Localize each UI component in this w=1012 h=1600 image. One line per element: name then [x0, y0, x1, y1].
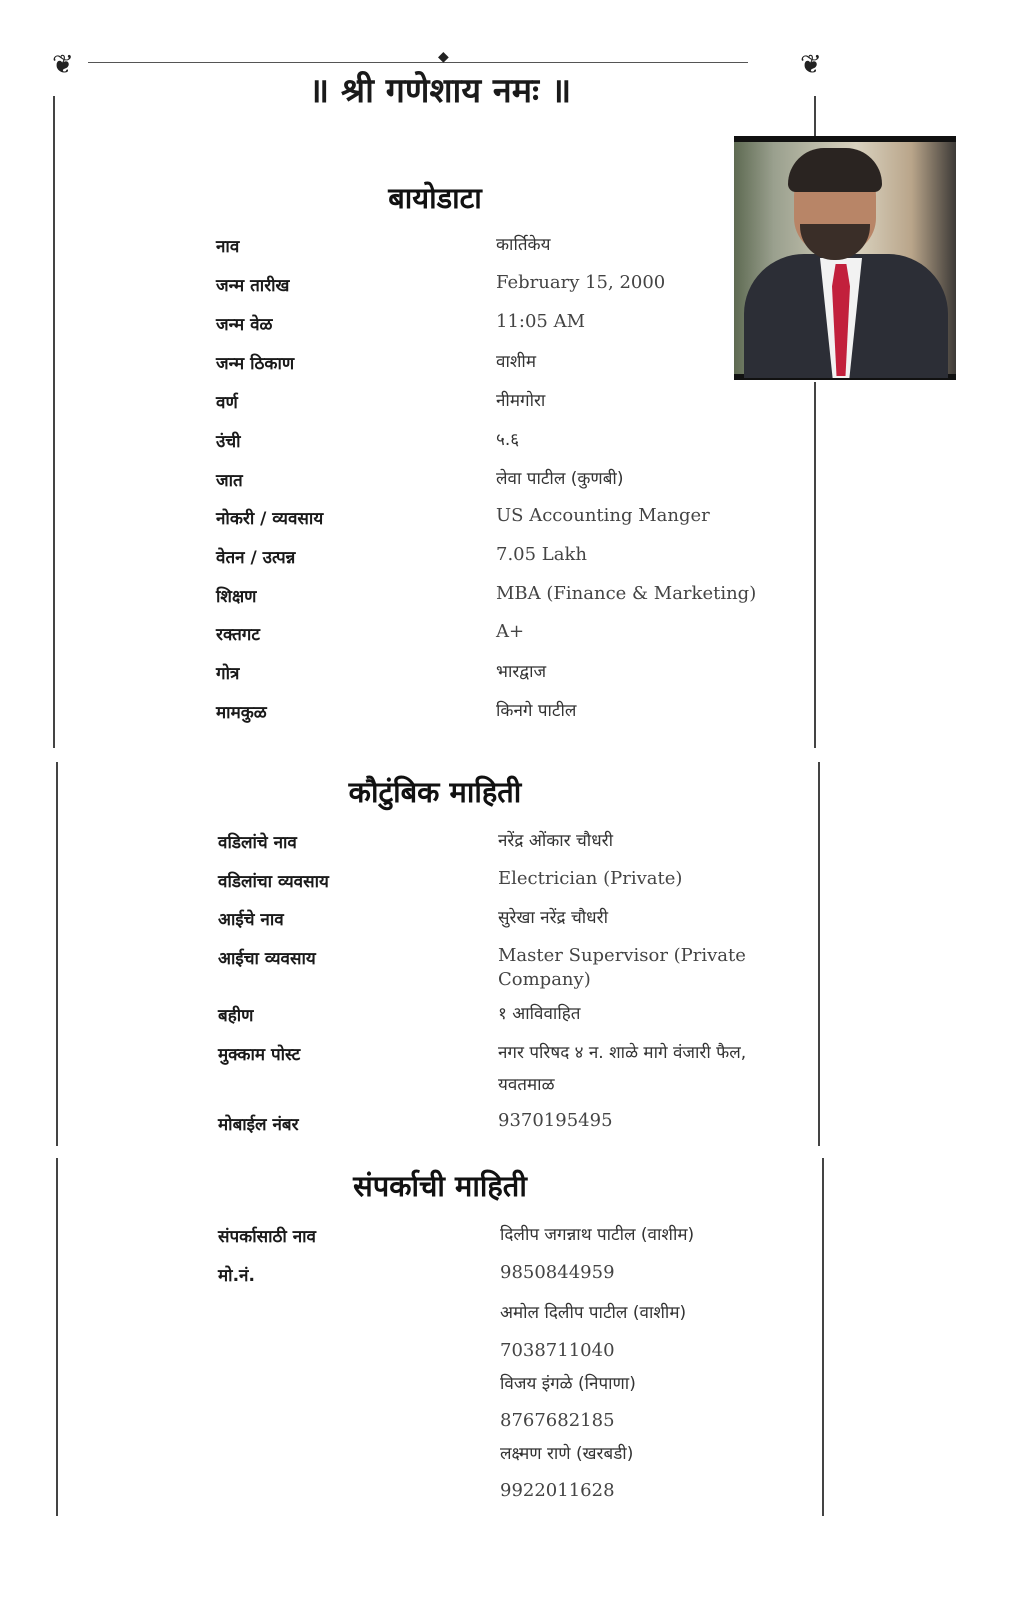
top-diamond-icon: ◆	[438, 49, 449, 65]
biodata-value-caste: लेवा पाटील (कुणबी)	[496, 469, 624, 489]
frame-left-border-contact	[56, 1158, 58, 1516]
contact-entry-name: विजय इंगळे (निपाणा)	[500, 1374, 636, 1394]
biodata-title: बायोडाटा	[388, 181, 482, 215]
frame-right-border-family	[818, 762, 820, 1146]
biodata-value-education: MBA (Finance & Marketing)	[496, 583, 757, 604]
frame-right-border	[814, 382, 816, 748]
contact-label-phone: मो.नं.	[218, 1266, 255, 1286]
biodata-value-gotra: भारद्वाज	[496, 662, 547, 682]
family-label-father-occupation: वडिलांचा व्यवसाय	[218, 872, 329, 892]
profile-photo	[734, 136, 956, 380]
contact-entry-phone: 8767682185	[500, 1410, 615, 1431]
biodata-value-birth-time: 11:05 AM	[496, 311, 586, 332]
biodata-label-birth-place: जन्म ठिकाण	[216, 354, 295, 374]
corner-ornament-left-icon: ❦	[52, 50, 74, 80]
biodata-label-blood-group: रक्तगट	[216, 625, 260, 645]
frame-top-border	[88, 62, 748, 63]
contact-entry-phone: 9922011628	[500, 1480, 615, 1501]
family-value-mobile: 9370195495	[498, 1110, 613, 1131]
contact-entry-name: अमोल दिलीप पाटील (वाशीम)	[500, 1303, 687, 1323]
biodata-value-income: 7.05 Lakh	[496, 544, 587, 565]
biodata-value-name: कार्तिकेय	[496, 235, 551, 255]
biodata-label-height: उंची	[216, 432, 241, 452]
family-value-mother-occupation-line2: Company)	[498, 969, 591, 990]
family-title: कौटुंबिक माहिती	[348, 775, 522, 809]
biodata-label-dob: जन्म तारीख	[216, 276, 290, 296]
family-label-mother-occupation: आईचा व्यवसाय	[218, 949, 316, 969]
family-label-address: मुक्काम पोस्ट	[218, 1045, 301, 1065]
biodata-label-complexion: वर्ण	[216, 393, 238, 413]
family-value-father-name: नरेंद्र ओंकार चौधरी	[498, 831, 614, 851]
contact-entry-name: लक्ष्मण राणे (खरबडी)	[500, 1444, 634, 1464]
biodata-label-education: शिक्षण	[216, 587, 257, 607]
biodata-value-height: ५.६	[496, 430, 520, 450]
biodata-label-income: वेतन / उत्पन्न	[216, 548, 296, 568]
contact-title: संपर्काची माहिती	[353, 1169, 527, 1203]
family-label-mobile: मोबाईल नंबर	[218, 1115, 299, 1135]
biodata-label-birth-time: जन्म वेळ	[216, 315, 273, 335]
family-label-sister: बहीण	[218, 1006, 254, 1026]
biodata-value-blood-group: A+	[496, 621, 525, 642]
biodata-label-mamkul: मामकुळ	[216, 703, 267, 723]
contact-entry-phone: 9850844959	[500, 1262, 615, 1283]
frame-right-border	[814, 96, 816, 136]
family-value-address-line2: यवतमाळ	[498, 1075, 555, 1095]
biodata-value-complexion: नीमगोरा	[496, 391, 546, 411]
contact-entry-name: दिलीप जगन्नाथ पाटील (वाशीम)	[500, 1225, 695, 1245]
biodata-label-name: नाव	[216, 237, 240, 257]
family-value-mother-name: सुरेखा नरेंद्र चौधरी	[498, 908, 608, 928]
family-label-father-name: वडिलांचे नाव	[218, 833, 297, 853]
frame-left-border-family	[56, 762, 58, 1146]
frame-left-border	[53, 96, 55, 748]
family-label-mother-name: आईचे नाव	[218, 910, 284, 930]
biodata-label-occupation: नोकरी / व्यवसाय	[216, 509, 324, 529]
corner-ornament-right-icon: ❦	[800, 50, 822, 80]
biodata-label-caste: जात	[216, 471, 243, 491]
biodata-value-occupation: US Accounting Manger	[496, 505, 710, 526]
family-value-mother-occupation: Master Supervisor (Private	[498, 945, 746, 966]
biodata-label-gotra: गोत्र	[216, 664, 240, 684]
contact-entry-phone: 7038711040	[500, 1340, 615, 1361]
frame-right-border-contact	[822, 1158, 824, 1516]
family-value-address: नगर परिषद ४ न. शाळे मागे वंजारी फैल,	[498, 1043, 747, 1063]
biodata-value-mamkul: किनगे पाटील	[496, 701, 577, 721]
invocation-heading: ॥ श्री गणेशाय नमः ॥	[308, 71, 572, 111]
biodata-value-birth-place: वाशीम	[496, 352, 536, 372]
biodata-value-dob: February 15, 2000	[496, 272, 666, 293]
contact-label-name: संपर्कासाठी नाव	[218, 1227, 316, 1247]
family-value-father-occupation: Electrician (Private)	[498, 868, 683, 889]
family-value-sister: १ आविवाहित	[498, 1004, 581, 1024]
